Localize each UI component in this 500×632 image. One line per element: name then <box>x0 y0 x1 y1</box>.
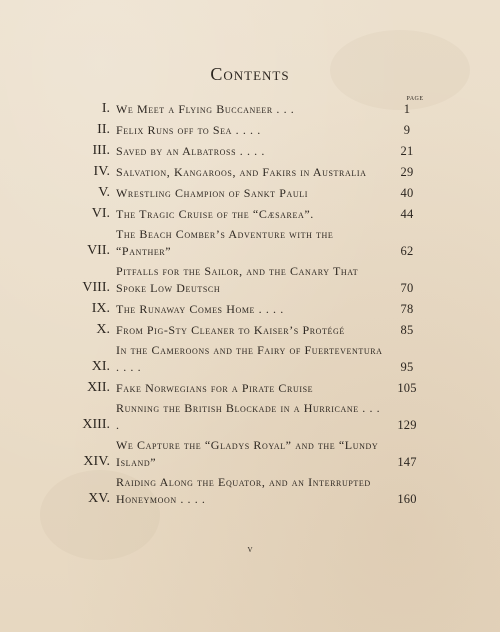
chapter-title: Wrestling Champion of Sankt Pauli <box>116 186 309 200</box>
chapter-number: V. <box>98 185 110 200</box>
contents-entry <box>0 263 500 297</box>
contents-entry <box>0 184 500 202</box>
chapter-page-number: 105 <box>397 381 417 395</box>
contents-entry <box>0 437 500 471</box>
page-column-label: PAGE <box>406 96 424 102</box>
chapter-number: III. <box>92 143 110 158</box>
page-number-footer: v <box>247 544 253 555</box>
chapter-number: IX. <box>91 301 110 316</box>
contents-list <box>0 100 500 511</box>
chapter-title: The Beach Comber’s Adventure with the “Panther” <box>116 227 334 258</box>
chapter-title: Felix Runs off to Sea . . . . <box>116 123 261 137</box>
chapter-page-number: 85 <box>400 323 414 337</box>
chapter-number: XV. <box>88 491 110 506</box>
chapter-number: VII. <box>87 243 110 258</box>
contents-entry <box>0 142 500 160</box>
contents-entry <box>0 226 500 260</box>
chapter-number: I. <box>101 101 110 116</box>
contents-entry <box>0 342 500 376</box>
chapter-title: The Tragic Cruise of the “Cæsarea”. <box>116 207 314 221</box>
contents-entry <box>0 300 500 318</box>
chapter-title: Pitfalls for the Sailor, and the Canary That Spoke Low Deutsch <box>116 264 359 295</box>
chapter-page-number: 21 <box>400 144 414 158</box>
chapter-title: From Pig-Sty Cleaner to Kaiser’s Protégé <box>116 323 345 337</box>
chapter-title: The Runaway Comes Home . . . . <box>116 302 284 316</box>
chapter-page-number: 70 <box>400 281 414 295</box>
chapter-title: We Capture the “Gladys Royal” and the “Lundy Island” <box>116 438 379 469</box>
contents-entry <box>0 400 500 434</box>
chapter-number: X. <box>96 322 110 337</box>
chapter-page-number: 147 <box>397 455 417 469</box>
chapter-title: In the Cameroons and the Fairy of Fuerteventura . . . . <box>116 343 383 374</box>
contents-entry <box>0 321 500 339</box>
chapter-title: Raiding Along the Equator, and an Interrupted Honeymoon . . . . <box>116 475 371 506</box>
chapter-page-number: 95 <box>400 360 414 374</box>
page-title: Contents <box>210 64 290 84</box>
contents-entry <box>0 379 500 397</box>
contents-entry <box>0 121 500 139</box>
chapter-title: Running the British Blockade in a Hurricane . . . . <box>116 401 381 432</box>
chapter-page-number: 78 <box>400 302 414 316</box>
chapter-number: IV. <box>93 164 110 179</box>
contents-entry <box>0 474 500 508</box>
chapter-number: XI. <box>91 359 110 374</box>
chapter-title: Saved by an Albatross . . . . <box>116 144 265 158</box>
chapter-page-number: 62 <box>400 244 414 258</box>
chapter-number: XIII. <box>82 417 110 432</box>
chapter-title: Fake Norwegians for a Pirate Cruise <box>116 381 314 395</box>
chapter-page-number: 29 <box>400 165 414 179</box>
chapter-title: Salvation, Kangaroos, and Fakirs in Australia <box>116 165 367 179</box>
contents-entry <box>0 100 500 118</box>
chapter-number: XII. <box>87 380 110 395</box>
chapter-page-number: 40 <box>400 186 414 200</box>
chapter-page-number: 129 <box>397 418 417 432</box>
chapter-page-number: 1 <box>403 102 411 116</box>
chapter-number: II. <box>97 122 110 137</box>
chapter-number: XIV. <box>83 454 110 469</box>
contents-entry <box>0 205 500 223</box>
chapter-title: We Meet a Flying Buccaneer . . . <box>116 102 295 116</box>
contents-entry <box>0 163 500 181</box>
chapter-number: VIII. <box>82 280 110 295</box>
chapter-page-number: 44 <box>400 207 414 221</box>
chapter-page-number: 9 <box>403 123 411 137</box>
chapter-number: VI. <box>91 206 110 221</box>
chapter-page-number: 160 <box>397 492 417 506</box>
